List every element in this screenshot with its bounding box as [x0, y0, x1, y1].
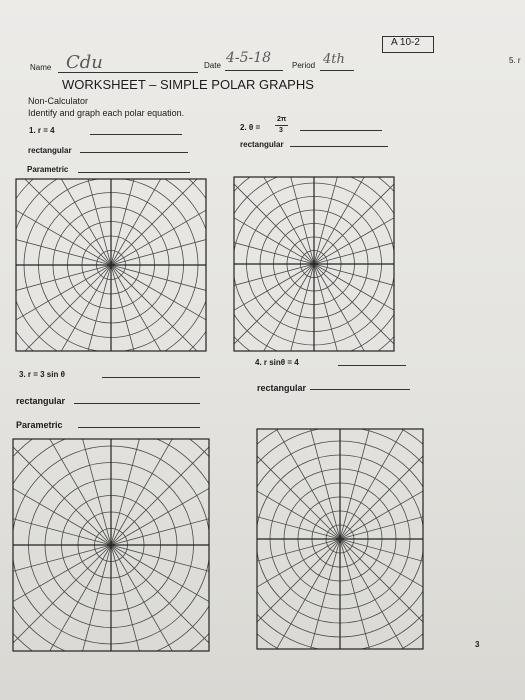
polar-grid-spoke: [38, 438, 111, 545]
worksheet-title: WORKSHEET – SIMPLE POLAR GRAPHS: [62, 77, 314, 92]
date-label: Date: [204, 61, 221, 70]
page-number: 3: [475, 640, 480, 649]
problem-4-answer-line: [338, 365, 406, 366]
polar-grid-spoke: [340, 539, 424, 637]
problem-2-answer-line: [300, 130, 382, 131]
polar-grid-spoke: [111, 265, 207, 299]
problem-3-rect-line: [74, 403, 200, 404]
polar-grid-spoke: [314, 264, 395, 324]
polar-grid-spoke: [15, 231, 111, 265]
polar-grid-spoke: [314, 264, 345, 352]
polar-grid-spoke: [73, 438, 111, 545]
polar-grid-spoke: [46, 178, 111, 265]
polar-grid-spoke: [340, 441, 424, 539]
problem-1-rect-line: [80, 152, 188, 153]
polar-grid-spoke: [270, 539, 340, 650]
name-value: Cdu: [66, 52, 103, 73]
polar-grid-spoke: [256, 539, 340, 609]
polar-grid-spoke: [256, 539, 340, 637]
date-value: 4-5-18: [226, 50, 272, 66]
date-line: [225, 70, 283, 71]
problem-4-label: 4. r sinθ = 4: [255, 358, 299, 367]
problem-2-rect-line: [290, 146, 388, 147]
polar-grid-4: [256, 428, 424, 650]
polar-grid-1: [15, 178, 207, 352]
polar-grid-spoke: [12, 545, 111, 618]
period-label: Period: [292, 61, 316, 70]
polar-grid-axes: [16, 179, 206, 351]
subtitle: Non-Calculator: [28, 96, 89, 106]
polar-grid-spoke: [38, 545, 111, 652]
problem-3-label: 3. r = 3 sin θ: [19, 370, 65, 379]
polar-grid-spoke: [111, 178, 176, 265]
polar-grid-spoke: [270, 428, 340, 539]
problem-1-rect-label: rectangular: [28, 146, 72, 155]
polar-grid-spoke: [111, 472, 210, 545]
polar-grid-spoke: [15, 265, 111, 299]
polar-grid-axes: [257, 429, 423, 649]
problem-2-fraction-denominator: 3: [279, 127, 283, 134]
instructions: Identify and graph each polar equation.: [28, 108, 185, 118]
polar-grid-spoke: [340, 469, 424, 539]
problem-2-label: 2. θ =: [240, 123, 261, 132]
problem-3-param-label: Parametric: [16, 420, 63, 430]
polar-grid-spoke: [233, 204, 314, 264]
polar-grid-spoke: [340, 539, 410, 650]
polar-grid-spoke: [256, 469, 340, 539]
problem-1-param-line: [78, 172, 190, 173]
problem-1-param-label: Parametric: [27, 165, 69, 174]
polar-grid-2: [233, 176, 395, 352]
polar-grid-spoke: [111, 545, 184, 652]
problem-3-param-line: [78, 427, 200, 428]
polar-grid-axes: [234, 177, 394, 351]
polar-grid-spoke: [111, 265, 176, 352]
name-label: Name: [30, 63, 52, 72]
polar-grid-axes: [13, 439, 209, 651]
polar-grid-3: [12, 438, 210, 652]
polar-grid-spoke: [111, 231, 207, 265]
edge-number: 5. r: [509, 56, 521, 65]
polar-grid-spoke: [46, 265, 111, 352]
problem-2-rect-label: rectangular: [240, 140, 284, 149]
polar-grid-spoke: [340, 539, 424, 609]
name-line: [58, 72, 198, 73]
polar-grid-spoke: [111, 545, 149, 652]
problem-4-rect-line: [310, 389, 410, 390]
problem-3-rect-label: rectangular: [16, 396, 66, 406]
polar-grid-spoke: [314, 176, 345, 264]
period-value: 4th: [323, 52, 345, 67]
polar-grid-spoke: [233, 264, 314, 324]
polar-grid-spoke: [12, 472, 111, 545]
polar-grid-spoke: [256, 441, 340, 539]
polar-grid-spoke: [283, 176, 314, 264]
period-line: [320, 70, 354, 71]
form-code: A 10-2: [391, 37, 420, 48]
problem-1-label: 1. r = 4: [29, 126, 55, 135]
polar-grid-spoke: [340, 428, 410, 539]
polar-grid-spoke: [111, 545, 210, 618]
polar-grid-spoke: [283, 264, 314, 352]
polar-grid-spoke: [111, 438, 149, 545]
problem-2-fraction-numerator: 2π: [277, 116, 287, 123]
polar-grid-spoke: [111, 438, 184, 545]
problem-3-answer-line: [102, 377, 200, 378]
problem-2-fraction-bar: [275, 125, 288, 126]
problem-1-answer-line: [90, 134, 182, 135]
problem-4-rect-label: rectangular: [257, 383, 307, 393]
polar-grid-spoke: [73, 545, 111, 652]
polar-grid-spoke: [314, 204, 395, 264]
